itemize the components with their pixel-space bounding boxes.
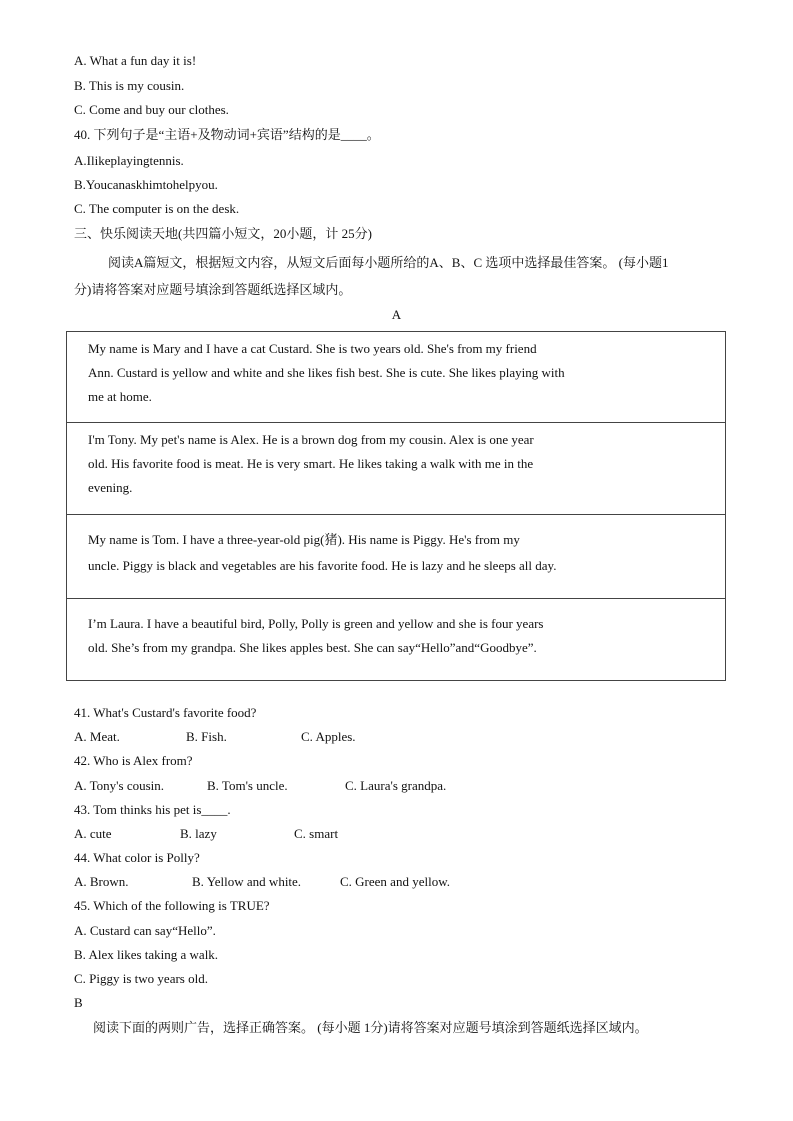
passage-line: My name is Mary and I have a cat Custard. She is two years old. She's from my friend bbox=[88, 341, 537, 356]
q41-options bbox=[74, 728, 356, 746]
passage-line: evening. bbox=[88, 480, 133, 495]
q45-option-b: B. Alex likes taking a walk. bbox=[74, 947, 219, 962]
q44-stem: 44. What color is Polly? bbox=[74, 850, 200, 865]
q44-option-b: B. Yellow and white. bbox=[192, 874, 302, 889]
passage-line: old. His favorite food is meat. He is very smart. He likes taking a walk with me in the bbox=[88, 456, 534, 471]
q43-options bbox=[74, 825, 338, 843]
q42-stem: 42. Who is Alex from? bbox=[74, 753, 193, 768]
q44-option-a: A. Brown. bbox=[74, 874, 129, 889]
q43-option-a: A. cute bbox=[74, 826, 112, 841]
q40-option-b: B.Youcanaskhimtohelpyou. bbox=[74, 177, 218, 192]
passage-line: me at home. bbox=[88, 389, 152, 404]
passage-line: old. She’s from my grandpa. She likes apples best. She can say“Hello”and“Goodbye”. bbox=[88, 640, 537, 655]
q43-option-b: B. lazy bbox=[180, 826, 217, 841]
q41-stem: 41. What's Custard's favorite food? bbox=[74, 705, 257, 720]
q42-option-b: B. Tom's uncle. bbox=[207, 778, 288, 793]
q42-options bbox=[74, 777, 446, 795]
q43-option-c: C. smart bbox=[294, 826, 339, 841]
q42-option-c: C. Laura's grandpa. bbox=[345, 778, 447, 793]
q41-option-c: C. Apples. bbox=[301, 729, 356, 744]
passage-line: I'm Tony. My pet's name is Alex. He is a brown dog from my cousin. Alex is one year bbox=[88, 432, 534, 447]
passage-line: uncle. Piggy is black and vegetables are his favorite food. He is lazy and he sleeps all day. bbox=[88, 558, 557, 573]
section3-instruction-line1: 阅读A篇短文，根据短文内容，从短文后面每小题所给的A、B、C 选项中选择最佳答案。 (每小题1 bbox=[108, 255, 669, 270]
passage-label-a: A bbox=[391, 307, 402, 322]
section-b-instruction: 阅读下面的两则广告，选择正确答案。 (每小题 1分)请将答案对应题号填涂到答题纸选择区域内。 bbox=[93, 1020, 648, 1035]
q40-option-c: C. The computer is on the desk. bbox=[74, 201, 240, 216]
q43-stem: 43. Tom thinks his pet is____. bbox=[74, 802, 231, 817]
section-b-label: B bbox=[74, 995, 83, 1010]
section3-title: 三、快乐阅读天地(共四篇小短文，20小题，计 25分) bbox=[74, 226, 372, 241]
passage-mary bbox=[66, 331, 726, 422]
q41-option-b: B. Fish. bbox=[186, 729, 227, 744]
q42-option-a: A. Tony's cousin. bbox=[74, 778, 165, 793]
q45-stem: 45. Which of the following is TRUE? bbox=[74, 898, 270, 913]
q39-option-a: A. What a fun day it is! bbox=[74, 53, 197, 68]
passage-tony bbox=[66, 422, 726, 514]
q39-option-c: C. Come and buy our clothes. bbox=[74, 102, 229, 117]
q45-option-a: A. Custard can say“Hello”. bbox=[74, 923, 216, 938]
passage-line: Ann. Custard is yellow and white and she likes fish best. She is cute. She likes playing with bbox=[88, 365, 565, 380]
passage-laura bbox=[66, 598, 726, 681]
q45-option-c: C. Piggy is two years old. bbox=[74, 971, 208, 986]
q44-options bbox=[74, 873, 450, 891]
q41-option-a: A. Meat. bbox=[74, 729, 120, 744]
q39-option-b: B. This is my cousin. bbox=[74, 78, 185, 93]
q44-option-c: C. Green and yellow. bbox=[340, 874, 450, 889]
q40-stem: 40. 下列句子是“主语+及物动词+宾语”结构的是____。 bbox=[74, 127, 380, 142]
passage-line: I’m Laura. I have a beautiful bird, Polly, Polly is green and yellow and she is four years bbox=[88, 616, 544, 631]
section3-instruction-line2: 分)请将答案对应题号填涂到答题纸选择区域内。 bbox=[74, 282, 352, 297]
q40-option-a: A.Ilikeplayingtennis. bbox=[74, 153, 184, 168]
passage-tom bbox=[66, 514, 726, 598]
passage-line: My name is Tom. I have a three-year-old pig(猪). His name is Piggy. He's from my bbox=[88, 532, 520, 547]
